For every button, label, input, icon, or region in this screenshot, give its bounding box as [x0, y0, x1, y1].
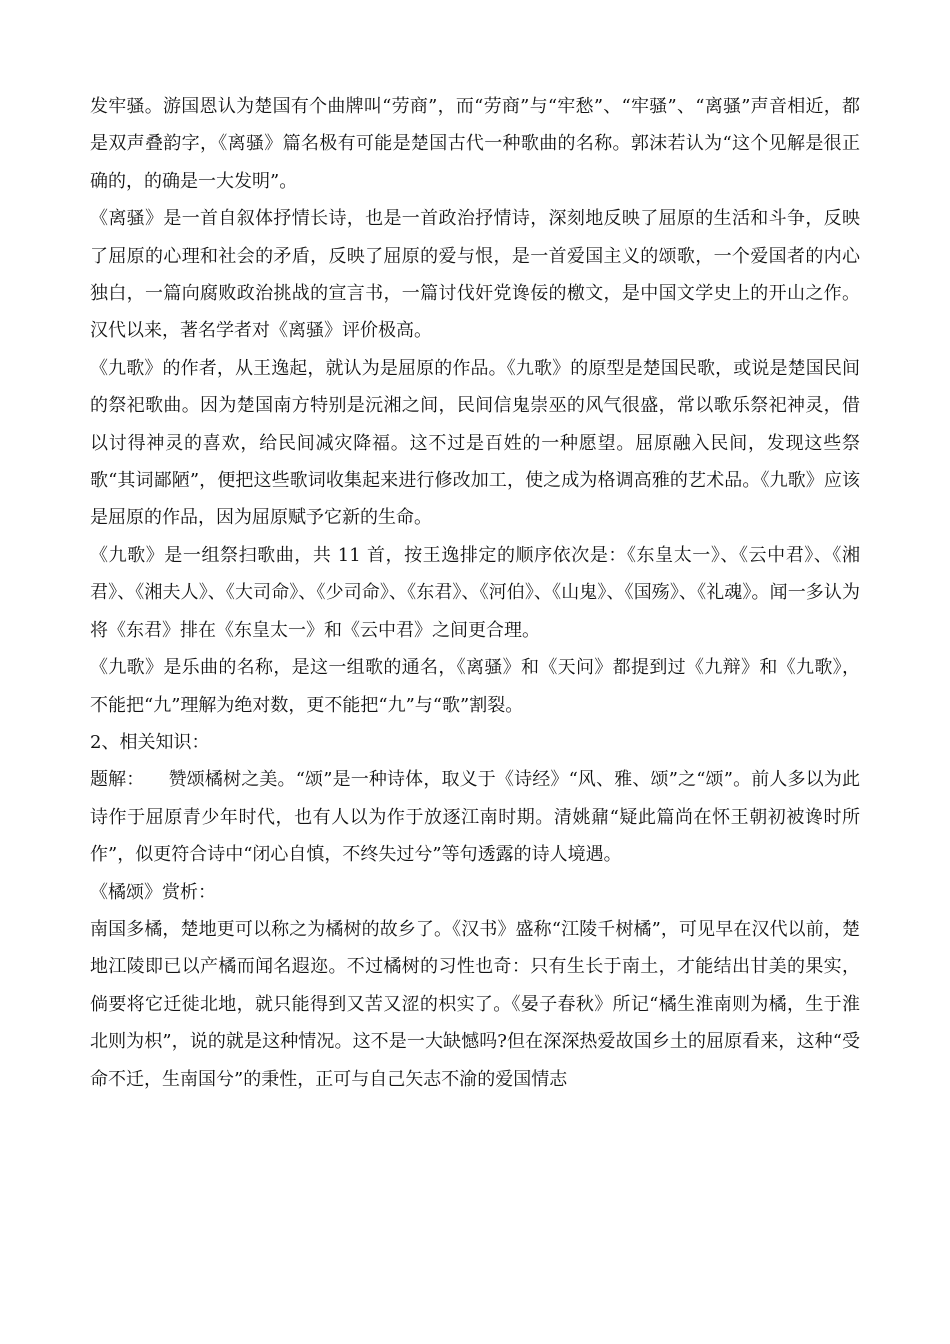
paragraph-juesong-analysis: 南国多橘，楚地更可以称之为橘树的故乡了。《汉书》盛称“江陵千树橘”，可见早在汉代以前，楚地江陵即已以产橘而闻名遐迩。不过橘树的习性也奇：只有生长于南土，才能结出甘美的果实，倘要将它迁徙北地，就只能得到又苦又涩的枳实了。《晏子春秋》所记“橘生淮南则为橘，生于淮北则为枳”，说的就是这种情况。这不是一大缺憾吗?但在深深热爱故国乡土的屈原看来，这种“受命不迁，生南国兮”的秉性，正可与自己矢志不渝的爱国情志 [90, 918, 860, 1090]
paragraph-jiuge-author: 《九歌》的作者，从王逸起，就认为是屈原的作品。《九歌》的原型是楚国民歌，或说是楚国民间的祭祀歌曲。因为楚国南方特别是沅湘之间，民间信鬼崇巫的风气很盛，常以歌乐祭祀神灵，借以讨得神灵的喜欢，给民间减灾降福。这不过是百姓的一种愿望。屈原融入民间，发现这些祭歌“其词鄙陋”，便把这些歌词收集起来进行修改加工，使之成为格调高雅的艺术品。《九歌》应该是屈原的作品，因为屈原赋予它新的生命。 [90, 357, 860, 529]
analysis-heading: 《橘颂》赏析： [90, 881, 216, 903]
paragraph-jiuge-list: 《九歌》是一组祭扫歌曲，共 11 首，按王逸排定的顺序依次是：《东皇太一》、《云中君》、《湘君》、《湘夫人》、《大司命》、《少司命》、《东君》、《河伯》、《山鬼》、《国殇》、《礼魂》。闻一多认为将《东君》排在《东皇太一》和《云中君》之间更合理。 [90, 544, 860, 641]
paragraph-tijie [90, 761, 860, 873]
tijie-label: 题解： [90, 769, 145, 791]
paragraph-lisao-title-origin: 发牢骚。游国恩认为楚国有个曲牌叫“劳商”，而“劳商”与“牢愁”、“牢骚”、“离骚”声音相近，都是双声叠韵字，《离骚》篇名极有可能是楚国古代一种歌曲的名称。郭沫若认为“这个见解是很正确的，的确是一大发明”。 [90, 96, 860, 192]
section-heading-related-knowledge: 2、相关知识： [90, 731, 210, 753]
paragraph-lisao-evaluation: 《离骚》是一首自叙体抒情长诗，也是一首政治抒情诗，深刻地反映了屈原的生活和斗争，反映了屈原的心理和社会的矛盾，反映了屈原的爱与恨，是一首爱国主义的颂歌，一个爱国者的内心独白，一篇向腐败政治挑战的宣言书，一篇讨伐奸党谗佞的檄文，是中国文学史上的开山之作。汉代以来，著名学者对《离骚》评价极高。 [90, 208, 860, 342]
tijie-text: 赞颂橘树之美。“颂”是一种诗体，取义于《诗经》“风、雅、颂”之“颂”。前人多以为此诗作于屈原青少年时代，也有人以为作于放逐江南时期。清姚鼐“疑此篇尚在怀王朝初被谗时所作”，似更符合诗中“闭心自慎，不终失过兮”等句透露的诗人境遇。 [90, 769, 860, 866]
paragraph-jiuge-name: 《九歌》是乐曲的名称，是这一组歌的通名，《离骚》和《天问》都提到过《九辩》和《九歌》，不能把“九”理解为绝对数，更不能把“九”与“歌”割裂。 [90, 657, 860, 716]
document-body [90, 88, 860, 1098]
